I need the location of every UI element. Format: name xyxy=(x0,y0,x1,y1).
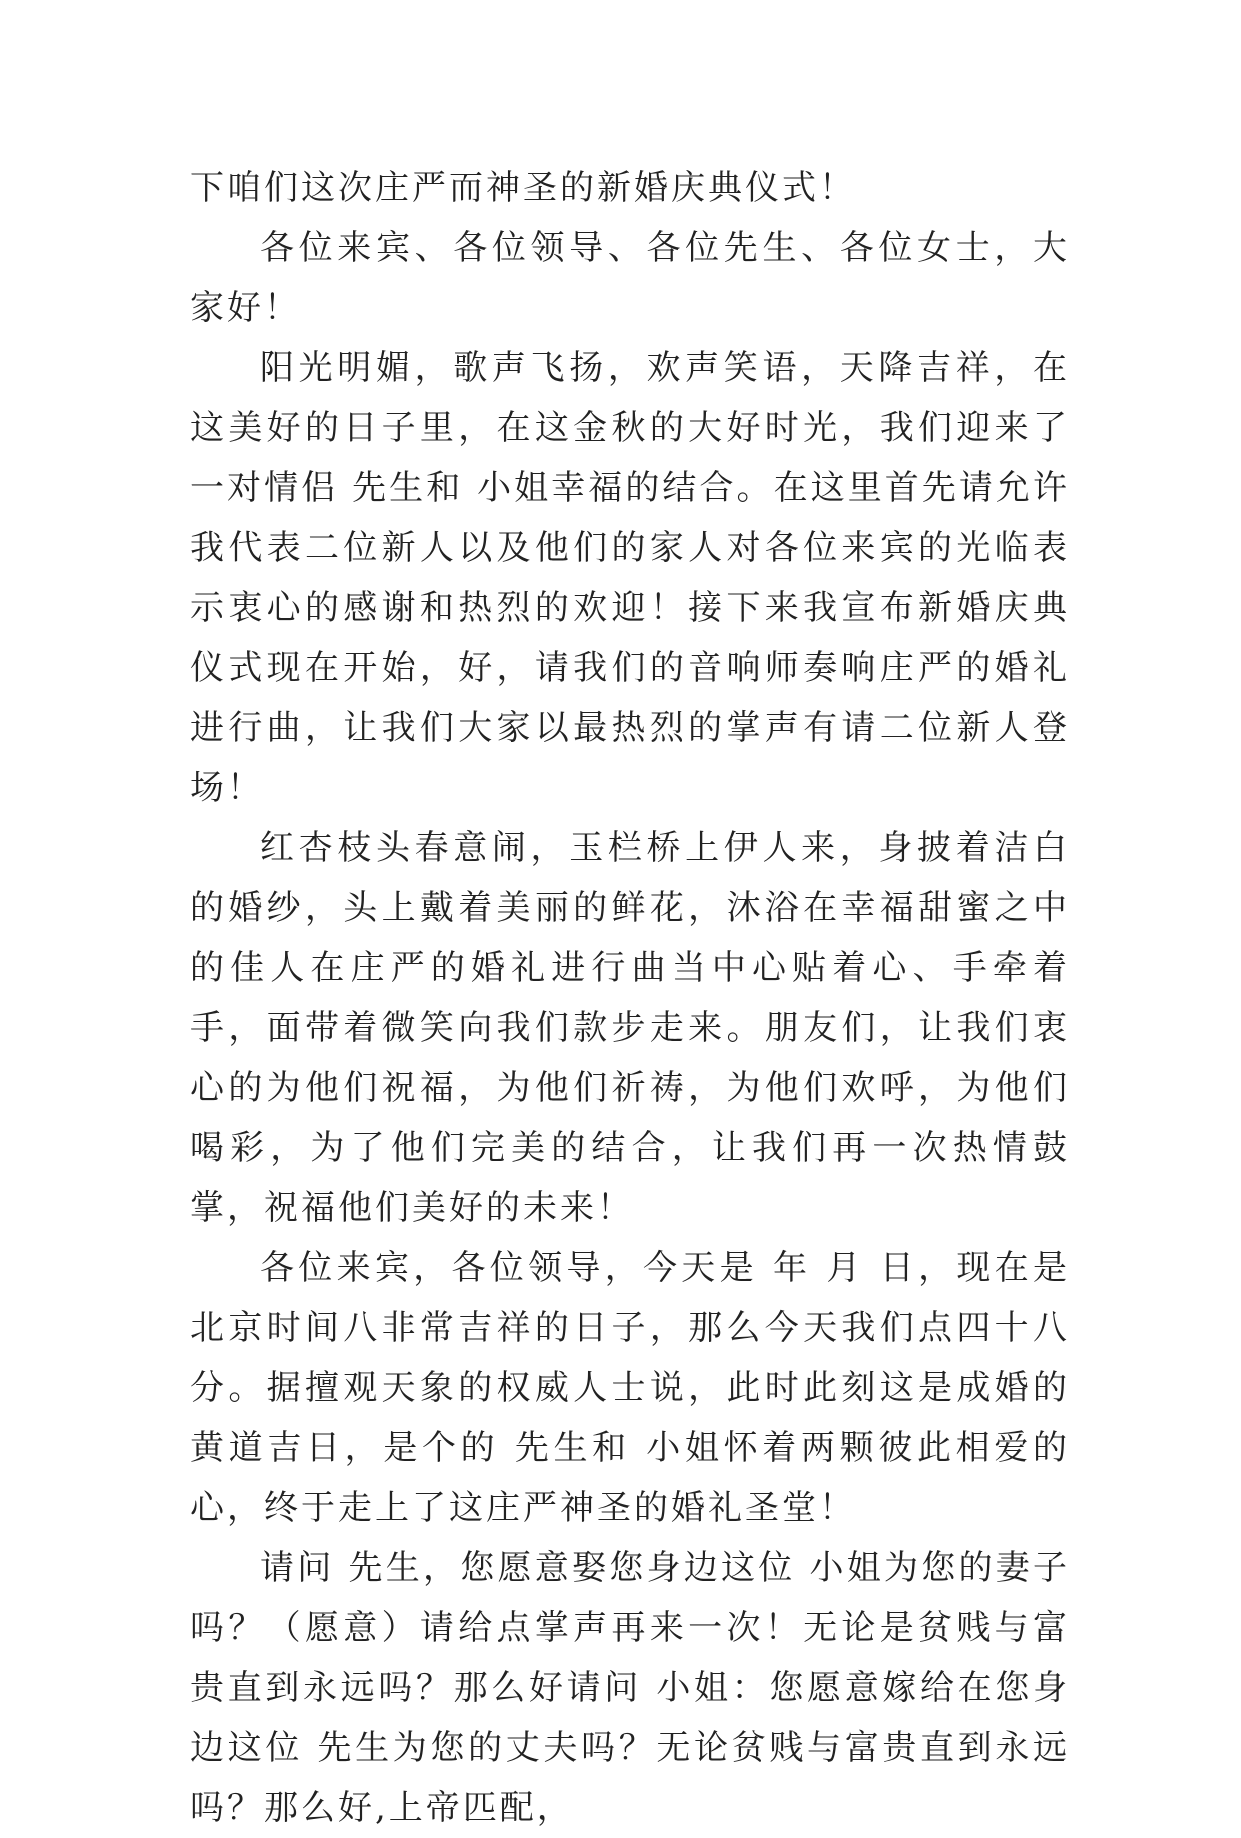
document-body xyxy=(190,158,1070,1838)
paragraph-3: 阳光明媚，歌声飞扬，欢声笑语，天降吉祥，在这美好的日子里，在这金秋的大好时光，我们迎来了一对情侣 先生和 小姐幸福的结合。在这里首先请允许我代表二位新人以及他们的家人对各位来宾的光临表示衷心的感谢和热烈的欢迎！接下来我宣布新婚庆典仪式现在开始，好，请我们的音响师奏响庄严的婚礼进行曲，让我们大家以最热烈的掌声有请二位新人登场！ xyxy=(190,348,1070,808)
paragraph-2: 各位来宾、各位领导、各位先生、各位女士，大家好！ xyxy=(190,228,1070,328)
paragraph-6: 请问 先生，您愿意娶您身边这位 小姐为您的妻子吗？（愿意）请给点掌声再来一次！无论是贫贱与富贵直到永远吗？那么好请问 小姐：您愿意嫁给在您身边这位 先生为您的丈夫吗？无论贫贱与富贵直到永远吗？那么好,上帝匹配， xyxy=(190,1548,1070,1828)
paragraph-4: 红杏枝头春意闹，玉栏桥上伊人来，身披着洁白的婚纱，头上戴着美丽的鲜花，沐浴在幸福甜蜜之中的佳人在庄严的婚礼进行曲当中心贴着心、手牵着手，面带着微笑向我们款步走来。朋友们，让我们衷心的为他们祝福，为他们祈祷，为他们欢呼，为他们喝彩，为了他们完美的结合，让我们再一次热情鼓掌，祝福他们美好的未来！ xyxy=(190,828,1070,1228)
paragraph-5: 各位来宾，各位领导，今天是 年 月 日，现在是北京时间八非常吉祥的日子，那么今天我们点四十八分。据擅观天象的权威人士说，此时此刻这是成婚的黄道吉日，是个的 先生和 小姐怀着两颗彼此相爱的心，终于走上了这庄严神圣的婚礼圣堂！ xyxy=(190,1248,1070,1528)
paragraph-1: 下咱们这次庄严而神圣的新婚庆典仪式！ xyxy=(190,168,856,208)
